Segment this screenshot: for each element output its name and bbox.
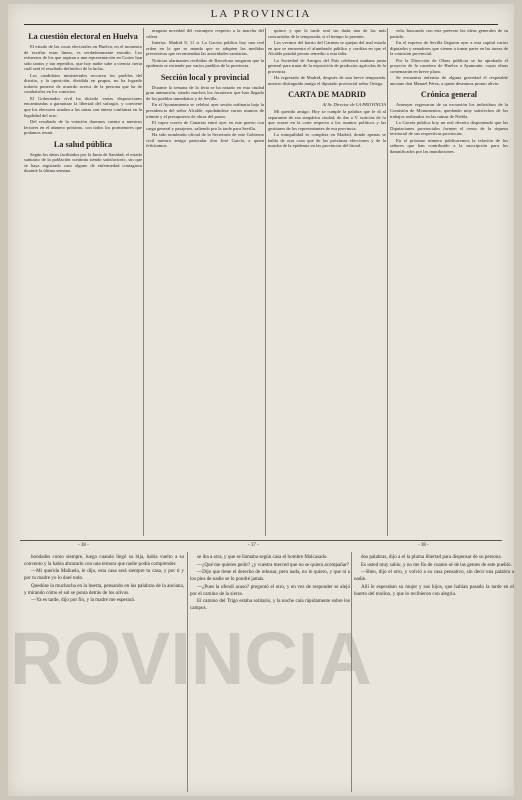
paragraph: —Mi querida Mañuela, le dijo, esta casa será siempre tu casa, y por ti y por tu madre yo lo daré todo.	[24, 568, 184, 582]
paragraph: dos palabras, dijo a el la pluma libertad para dispensar de su persona.	[361, 554, 502, 560]
column-divider	[351, 552, 352, 792]
page-number: - 38 -	[78, 543, 89, 548]
letter-addressee: Al Sr. Director de LA PROVINCIA	[322, 102, 386, 108]
paragraph: Según los datos facilitados por la Junta de Sanidad, el estado sanitario de la población continúa siendo satisfactorio, sin que se haya registrado caso alguno de enfermedad contagiosa durante la última semana.	[24, 151, 142, 174]
column-divider	[143, 28, 144, 536]
paragraph: —¿Qué me quieres pedir? ¿y vuestra merced que no se quiera acompañar?	[197, 561, 350, 568]
paragraph: Quedóse la muchacha en la huerta, pensando en las palabras de la anciana, y mirando cómo el sol se ponía detrás de los olivos.	[24, 582, 184, 596]
column-divider	[187, 552, 188, 792]
column-4	[390, 28, 508, 536]
article-heading-carta: CARTA DE MADRID	[288, 90, 366, 100]
section-heading-cronica: Crónica general	[420, 90, 478, 100]
paragraph: Se encuentra enfermo de alguna gravedad el respetable anciano don Manuel Pérez, a quien deseamos pronto alivio.	[390, 75, 508, 86]
serial-column-3	[354, 554, 514, 792]
paragraph: bondades como siempre, luego cuando llegó su hija, había vuelto a su convento y la había abrazado con una ternura que nadie podía comprender.	[24, 554, 184, 567]
paragraph: Por la Dirección de Obras públicas se ha aprobado el proyecto de la carretera de Huelva a Ayamonte, cuyas obras comenzarán en breve plazo.	[390, 57, 508, 74]
article-heading-electoral: La cuestión electoral en Huelva	[28, 32, 138, 41]
column-1	[24, 28, 142, 536]
column-divider	[387, 28, 388, 536]
paragraph: —Dijo que tiene el derecho de rehusar, pero nada, no lo quiero, y que ni a los pies de nadie se lo pondré jamás.	[190, 569, 350, 583]
article-heading-salud: La salud pública	[53, 139, 113, 149]
masthead-rule	[24, 24, 498, 25]
paragraph: —¿Pues la ofendí acaso? preguntó el otro, y en vez de responder se alejó por el camino de la sierra.	[190, 583, 350, 597]
paragraph: La Gaceta publica hoy un real decreto disponiendo que las Diputaciones provinciales formen el censo de la riqueza territorial de sus respectivas provincias.	[390, 120, 508, 137]
paragraph: Anteayer regresaron de su excursión los individuos de la Comisión de Monumentos, quedando muy satisfechos de los trabajos realizados en las ruinas de Niebla.	[390, 102, 508, 119]
paragraph: —Bien, dijo el otro, y volvió a su casa pensativo, sin decir una palabra a nadie.	[354, 569, 514, 583]
paragraph: Ha regresado de Madrid, después de una breve temporada, nuestro distinguido amigo el diputado provincial señor Ortega.	[268, 75, 386, 86]
paragraph: El vapor correo de Canarias entró ayer en este puerto con carga general y pasajeros, saliendo por la tarde para Sevilla.	[146, 120, 264, 131]
page-number: - 37 -	[248, 543, 259, 548]
paragraph: En el Ayuntamiento se celebró ayer sesión ordinaria bajo la presidencia del señor Alcalde, aprobándose varios asuntos de trámite y el presupuesto de obras del paseo.	[146, 102, 264, 119]
paragraph: Mi querido amigo: Hoy se cumple la palabra que le di al separarme de esa simpática ciudad, de dar a V. noticias de lo que ocurre en la corte respecto a los asuntos políticos y las gestiones de los representantes de esa provincia.	[268, 109, 386, 131]
paragraph: El estado de las cosas electorales en Huelva, en el momento de escribir estas líneas, es verdaderamente extraño. Los esfuerzos de los que aspiran a una representación en Cortes han sido tantos y tan repetidos, que hoy nadie sabe a ciencia cierta cuál será el resultado definitivo de la lucha.	[24, 44, 142, 72]
paragraph: Los vecinos del barrio del Carmen se quejan del mal estado en que se encuentra el alumbrado público y confían en que el Alcalde pondrá pronto remedio a esta falta.	[268, 40, 386, 57]
paragraph: En el expreso de Sevilla llegaron ayer a esta capital varios diputados y senadores que vienen a tomar parte en las tareas de la comisión provincial.	[390, 40, 508, 57]
paragraph: ninguna novedad del extranjero respecto a la marcha del cólera.	[146, 28, 264, 39]
fold-rule	[20, 540, 502, 541]
paragraph: Del resultado de la votación daremos cuenta a nuestros lectores en el número próximo, con todos los pormenores que podamos reunir.	[24, 119, 142, 136]
column-2	[146, 28, 264, 536]
paragraph: quince y que la tarde será sin duda una de las más concurridas de la temporada, si el tiempo lo permite.	[268, 28, 386, 39]
serial-column-1	[24, 554, 184, 792]
paragraph: Ha sido nombrado oficial de la Secretaría de este Gobierno civil nuestro amigo particular don José García, a quien felicitamos.	[146, 132, 264, 149]
masthead-title: LA PROVINCIA	[210, 8, 312, 20]
paragraph: Noticias alarmantes recibidas de Barcelona aseguran que la epidemia se extiende por varios pueblos de la provincia.	[146, 57, 264, 69]
paragraph: se iba a otra, y que se llamaba según casa el hombre Malcasado.	[197, 554, 328, 560]
watermark-text: ROVINCIA	[10, 617, 372, 700]
newspaper-page	[8, 4, 514, 796]
paragraph: El camino del Trigo estaba solitario, y la noche caía rápidamente sobre los campos.	[190, 598, 350, 611]
column-divider	[265, 28, 266, 536]
paragraph: En el próximo número publicaremos la relación de los señores que han contribuido a la suscripción para los damnificados por las inundaciones.	[390, 137, 508, 154]
paragraph: Allí le esperaban su mujer y sus hijos, que habían pasado la tarde en el huerto del molino, y que lo recibieron con alegría.	[354, 583, 514, 597]
paragraph: Interior. Madrid 8, 11 n. La Gaceta publica hoy una real orden en la que se manda que se adopten las medidas preventivas que recomiendan las autoridades sanitarias.	[146, 40, 264, 57]
page-number: - 38 -	[418, 543, 429, 548]
paragraph: Los candidatos ministeriales recorren los pueblos del distrito, y la oposición, dividida en grupos, no ha logrado todavía ponerse de acuerdo acerca de la persona que ha de combatirles en los comicios.	[24, 72, 142, 95]
paragraph: vela, buscando con este pretexto las ideas generales de su partido.	[390, 28, 508, 39]
paragraph: Es usted muy sabio, y no me fío de cuanto sé de las gentes de este pueblo.	[361, 561, 512, 568]
section-heading-local: Sección local y provincial	[160, 72, 250, 82]
paragraph: La tranquilidad es completa en Madrid, donde apenas se habla de otra cosa que de las próximas elecciones y de la marcha de la epidemia en las provincias del litoral.	[268, 132, 386, 149]
paragraph: La Sociedad de Amigos del País celebrará mañana junta general para tratar de la exposición de productos agrícolas de la provincia.	[268, 57, 386, 74]
column-3	[268, 28, 386, 536]
serial-column-2	[190, 554, 350, 792]
paragraph: Durante la semana de la feria se ha notado en esta ciudad gran animación, siendo muchos los forasteros que han llegado de los pueblos inmediatos y de Sevilla.	[146, 84, 264, 101]
paragraph: —Ya es tarde, dijo por fin, y la madre me esperará.	[31, 597, 136, 604]
paragraph: El Gobernador civil ha dictado varias disposiciones encaminadas a garantizar la libertad del sufragio, y conviene que los electores acudan a las urnas con entera confianza en la legalidad del acto.	[24, 95, 142, 118]
